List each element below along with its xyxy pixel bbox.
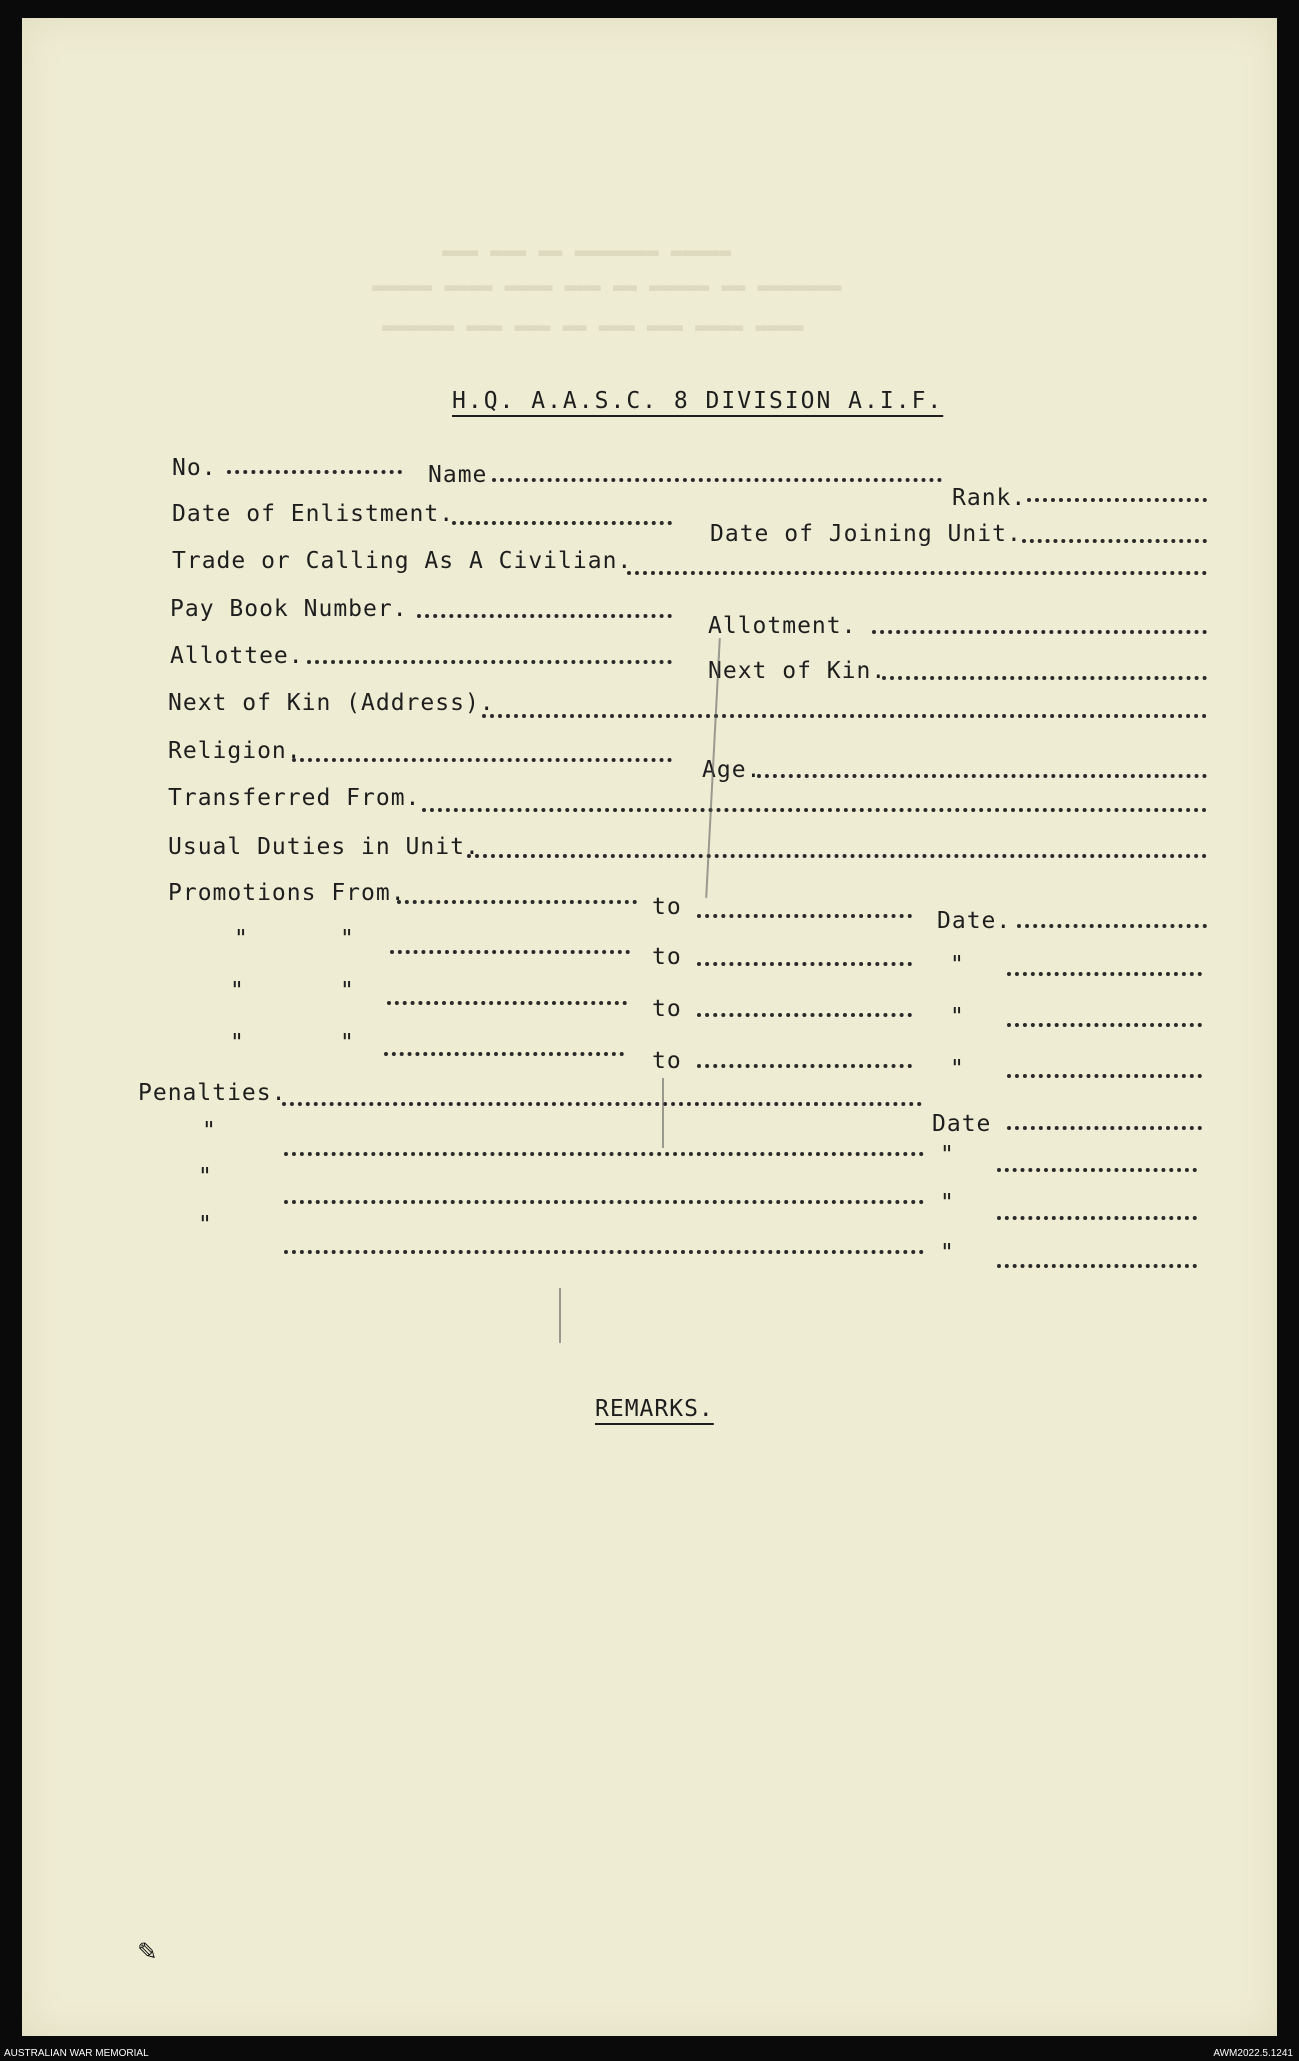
ditto-mark: "	[940, 1240, 955, 1266]
bleed-through-text: ▬▬▬▬▬▬ ▬▬▬ ▬▬▬ ▬▬ ▬▬▬ ▬▬▬ ▬▬▬▬ ▬▬▬▬	[382, 318, 804, 342]
field-line-penalty-date-3	[997, 1216, 1197, 1220]
field-line-penalty-date-4	[997, 1264, 1197, 1268]
field-line-promotions-to-3	[697, 1013, 912, 1017]
label-no: No.	[172, 455, 217, 481]
label-to-4: to	[652, 1048, 682, 1074]
ditto-mark: "	[950, 952, 965, 978]
label-date-of-enlistment: Date of Enlistment.	[172, 501, 455, 527]
ditto-mark: "	[230, 978, 245, 1004]
label-trade-or-calling: Trade or Calling As A Civilian.	[172, 548, 633, 574]
field-line-no	[227, 470, 402, 474]
field-line-usual-duties	[467, 854, 1207, 858]
field-line-pay-book-number	[417, 614, 672, 618]
ink-mark: ✎	[138, 1933, 157, 1968]
ditto-mark: "	[950, 1004, 965, 1030]
ditto-mark: "	[340, 978, 355, 1004]
field-line-promotion-date-1	[1017, 924, 1207, 928]
field-line-allotment	[872, 630, 1207, 634]
field-line-penalties-1	[282, 1102, 922, 1106]
field-line-age	[757, 774, 1207, 778]
field-line-date-of-joining-unit	[1022, 539, 1207, 543]
label-next-of-kin-address: Next of Kin (Address).	[168, 690, 495, 716]
label-rank: Rank.	[952, 485, 1027, 511]
label-next-of-kin: Next of Kin.	[708, 658, 887, 684]
field-line-date-of-enlistment	[452, 521, 672, 525]
label-religion: Religion.	[168, 738, 302, 764]
field-line-promotions-from-2	[390, 950, 630, 954]
label-usual-duties: Usual Duties in Unit.	[168, 834, 480, 860]
ditto-mark: "	[940, 1190, 955, 1216]
ditto-mark: "	[202, 1118, 217, 1144]
label-date-promotions: Date.	[937, 908, 1012, 934]
ditto-mark: "	[198, 1164, 213, 1190]
field-line-promotions-to-1	[697, 914, 912, 918]
field-line-rank	[1027, 498, 1207, 502]
field-line-promotion-date-2	[1007, 972, 1202, 976]
field-line-promotions-from-3	[387, 1001, 627, 1005]
footer-accession-number: AWM2022.5.1241	[1213, 2048, 1293, 2059]
document-title: H.Q. A.A.S.C. 8 DIVISION A.I.F.	[452, 388, 944, 414]
field-line-penalty-date-1	[1007, 1126, 1202, 1130]
field-line-next-of-kin-address	[482, 714, 1207, 718]
ditto-mark: "	[950, 1056, 965, 1082]
label-date-of-joining-unit: Date of Joining Unit.	[710, 521, 1022, 547]
label-to-2: to	[652, 944, 682, 970]
field-line-transferred-from	[422, 808, 1207, 812]
ditto-mark: "	[340, 926, 355, 952]
field-line-penalties-3	[284, 1200, 924, 1204]
field-line-penalty-date-2	[997, 1168, 1197, 1172]
label-age: Age.	[702, 757, 762, 783]
label-allotment: Allotment.	[708, 613, 857, 639]
field-line-promotions-from-1	[397, 900, 637, 904]
pencil-mark	[559, 1288, 561, 1343]
label-date-penalties: Date	[932, 1111, 992, 1137]
field-line-penalties-4	[284, 1250, 924, 1254]
field-line-promotions-to-4	[697, 1064, 912, 1068]
label-transferred-from: Transferred From.	[168, 785, 421, 811]
field-line-promotion-date-3	[1007, 1023, 1202, 1027]
field-line-promotions-to-2	[697, 962, 912, 966]
bleed-through-text: ▬▬▬▬▬ ▬▬▬▬ ▬▬▬▬ ▬▬▬ ▬▬ ▬▬▬▬▬ ▬▬ ▬▬▬▬▬▬▬	[372, 278, 842, 302]
label-penalties: Penalties.	[138, 1080, 287, 1106]
field-line-promotions-from-4	[384, 1052, 624, 1056]
document-page	[22, 18, 1277, 2036]
field-line-trade	[627, 571, 1207, 575]
label-name: Name	[428, 462, 488, 488]
ditto-mark: "	[198, 1212, 213, 1238]
ditto-mark: "	[230, 1030, 245, 1056]
bleed-through-text: ▬▬▬ ▬▬▬ ▬▬ ▬▬▬▬▬▬▬ ▬▬▬▬▬	[442, 243, 731, 267]
ditto-mark: "	[940, 1142, 955, 1168]
footer-credit: AUSTRALIAN WAR MEMORIAL	[4, 2048, 149, 2059]
field-line-religion	[292, 758, 672, 762]
field-line-penalties-2	[284, 1152, 924, 1156]
ditto-mark: "	[234, 926, 249, 952]
label-to-3: to	[652, 996, 682, 1022]
ditto-mark: "	[340, 1030, 355, 1056]
pencil-mark	[662, 1078, 664, 1148]
label-promotions-from: Promotions From.	[168, 880, 406, 906]
field-line-promotion-date-4	[1007, 1074, 1202, 1078]
label-to-1: to	[652, 894, 682, 920]
field-line-allottee	[307, 660, 672, 664]
remarks-heading: REMARKS.	[595, 1396, 714, 1422]
field-line-name	[492, 478, 942, 482]
field-line-next-of-kin	[882, 676, 1207, 680]
label-allottee: Allottee.	[170, 643, 304, 669]
label-pay-book-number: Pay Book Number.	[170, 596, 408, 622]
